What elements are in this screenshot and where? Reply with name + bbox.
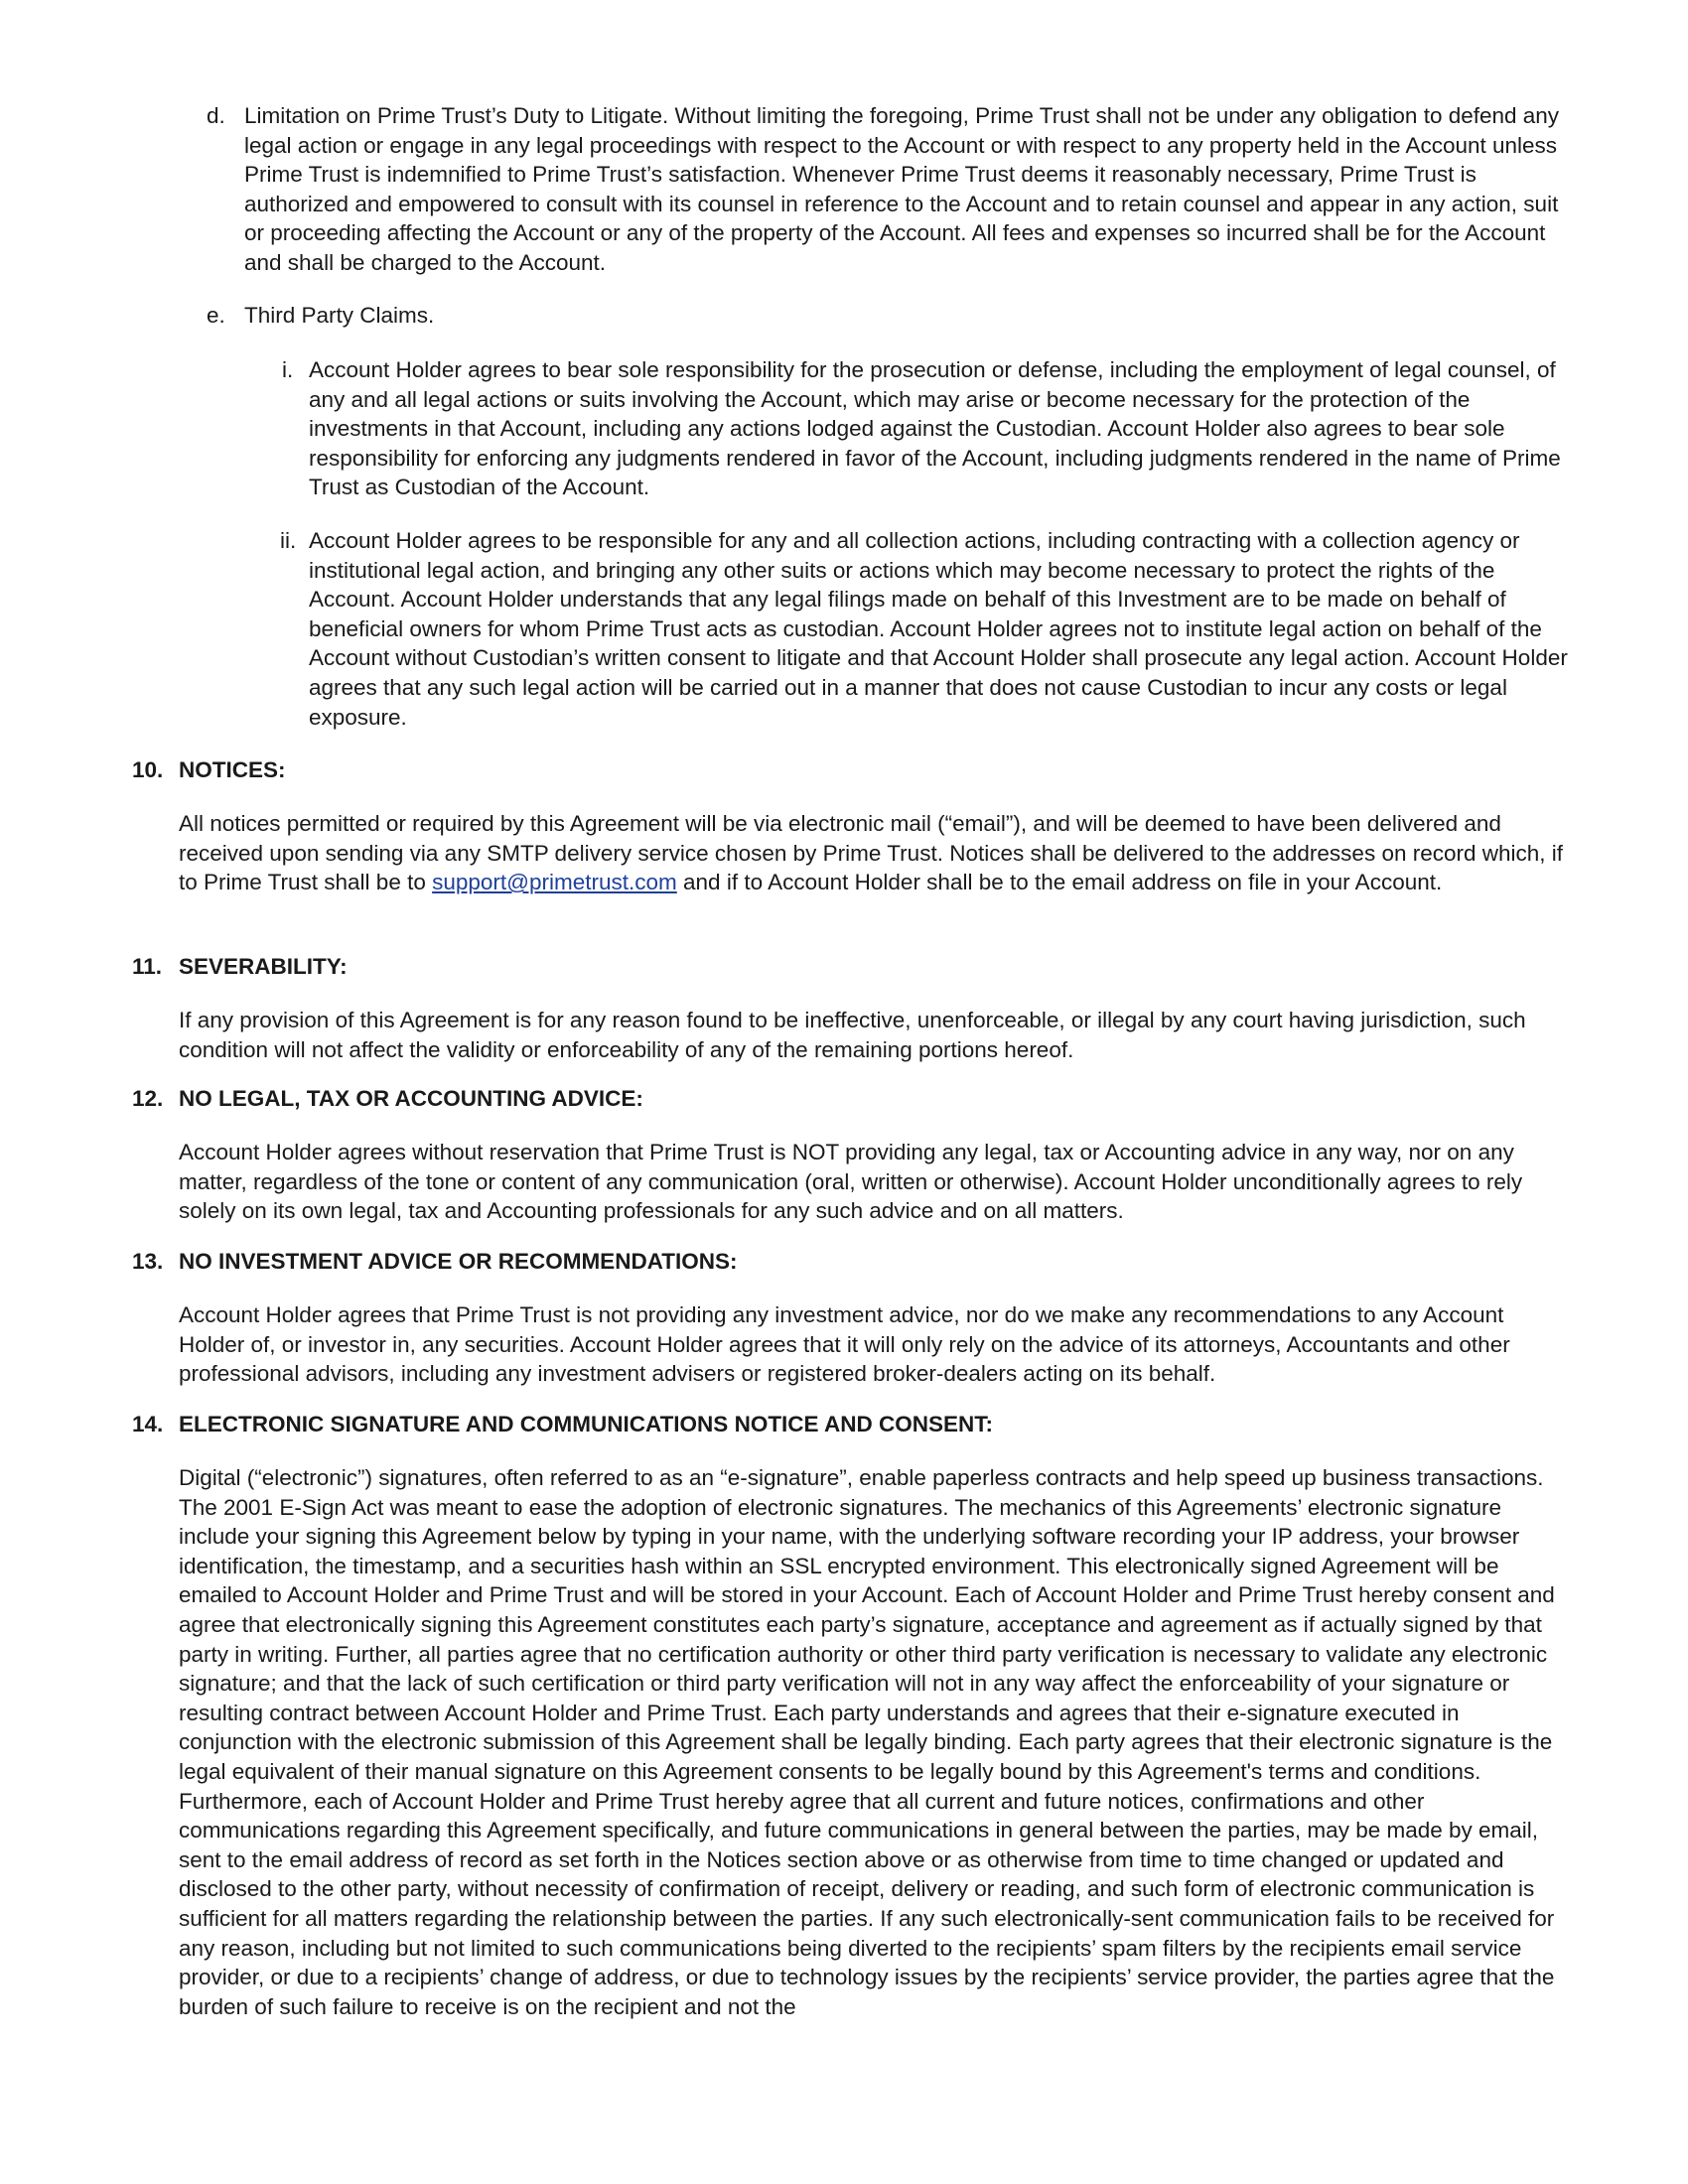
section-14-body bbox=[179, 1463, 1573, 2021]
section-12-body bbox=[179, 1138, 1573, 1226]
section-14-text: Digital (“electronic”) signatures, often referred to as an “e-signature”, enable paperless contracts and help speed up business transactions. The 2001 E-Sign Act was meant to ease the adoption of electronic signatures. The mechanics of this Agreements’ electronic signature include your signing this Agreement below by typing in your name, with the underlying software recording your IP address, your browser identification, the timestamp, and a securities hash within an SSL encrypted environment. This electronically signed Agreement will be emailed to Account Holder and Prime Trust and will be stored in your Account. Each of Account Holder and Prime Trust hereby consent and agree that electronically signing this Agreement constitutes each party’s signature, acceptance and agreement as if actually signed by that party in writing. Further, all parties agree that no certification authority or other third party verification is necessary to validate any electronic signature; and that the lack of such certification or third party verification will not in any way affect the enforceability of your signature or resulting contract between Account Holder and Prime Trust. Each party understands and agrees that their e-signature executed in conjunction with the electronic submission of this Agreement shall be legally binding. Each party agrees that their electronic signature is the legal equivalent of their manual signature on this Agreement consents to be legally bound by this Agreement's terms and conditions. Furthermore, each of Account Holder and Prime Trust hereby agree that all current and future notices, confirmations and other communications regarding this Agreement specifically, and future communications in general between the parties, may be made by email, sent to the email address of record as set forth in the Notices section above or as otherwise from time to time changed or updated and disclosed to the other party, without necessity of confirmation of receipt, delivery or reading, and such form of electronic communication is sufficient for all matters regarding the relationship between the parties. If any such electronically-sent communication fails to be received for any reason, including but not limited to such communications being diverted to the recipients’ spam filters by the recipients email service provider, or due to a recipients’ change of address, or due to technology issues by the recipients’ service provider, the parties agree that the burden of such failure to receive is on the recipient and not the bbox=[179, 1465, 1555, 2019]
section-11-text: If any provision of this Agreement is for any reason found to be ineffective, unenforceable, or illegal by any court having jurisdiction, such condition will not affect the validity or enforceability of any of the remaining portions hereof. bbox=[179, 1008, 1526, 1062]
section-10-heading: NOTICES: bbox=[179, 757, 286, 782]
item-d-text: Without limiting the foregoing, Prime Trust shall not be under any obligation to defend any legal action or engage in any legal proceedings with respect to the Account or with respect to any property held in the Account unless Prime Trust is indemnified to Prime Trust’s satisfaction. Whenever Prime Trust deems it reasonably necessary, Prime Trust is authorized and empowered to consult with its counsel in reference to the Account and to retain counsel and appear in any action, suit or proceeding affecting the Account or any of the property of the Account. All fees and expenses so incurred shall be for the Account and shall be charged to the Account. bbox=[244, 103, 1560, 275]
item-e-label: e. bbox=[207, 303, 225, 328]
section-12-number: 12. bbox=[132, 1086, 164, 1111]
section-12-text: Account Holder agrees without reservation that Prime Trust is NOT providing any legal, tax or Accounting advice in any way, nor on any matter, regardless of the tone or content of any communication (oral, written or otherwise). Account Holder unconditionally agrees to rely solely on its own legal, tax and Accounting professionals for any such advice and on all matters. bbox=[179, 1140, 1523, 1224]
section-11-body bbox=[179, 1006, 1573, 1064]
section-11-number: 11. bbox=[132, 954, 163, 979]
item-d-title: Limitation on Prime Trust’s Duty to Litigate. bbox=[244, 103, 669, 128]
section-10-body bbox=[179, 809, 1573, 897]
item-e-i-label: i. bbox=[282, 357, 294, 382]
item-d-label: d. bbox=[207, 103, 225, 128]
item-e-i-text: Account Holder agrees to bear sole responsibility for the prosecution or defense, including the employment of legal counsel, of any and all legal actions or suits involving the Account, which may arise or become necessary for the protection of the investments in that Account, including any actions lodged against the Custodian. Account Holder also agrees to bear sole responsibility for enforcing any judgments rendered in favor of the Account, including judgments rendered in the name of Prime Trust as Custodian of the Account. bbox=[309, 357, 1561, 500]
section-10-text-after: and if to Account Holder shall be to the email address on file in your Account. bbox=[676, 870, 1443, 895]
section-14-heading: ELECTRONIC SIGNATURE AND COMMUNICATIONS NOTICE AND CONSENT: bbox=[179, 1412, 993, 1436]
section-14-number: 14. bbox=[132, 1412, 164, 1436]
section-13-heading: NO INVESTMENT ADVICE OR RECOMMENDATIONS: bbox=[179, 1249, 738, 1274]
support-email-link[interactable]: support@primetrust.com bbox=[432, 870, 677, 895]
section-12-heading: NO LEGAL, TAX OR ACCOUNTING ADVICE: bbox=[179, 1086, 643, 1111]
section-13-text: Account Holder agrees that Prime Trust is not providing any investment advice, nor do we make any recommendations to any Account Holder of, or investor in, any securities. Account Holder agrees that it will only rely on the advice of its attorneys, Accountants and other professional advisors, including any investment advisers or registered broker-dealers acting on its behalf. bbox=[179, 1302, 1510, 1387]
section-11-heading: SEVERABILITY: bbox=[179, 954, 348, 979]
section-13-number: 13. bbox=[132, 1249, 164, 1274]
item-e-title bbox=[244, 301, 1575, 331]
item-e-i-paragraph bbox=[309, 355, 1574, 502]
item-e-ii-label: ii. bbox=[280, 528, 297, 553]
item-d-paragraph bbox=[244, 101, 1575, 278]
section-10-number: 10. bbox=[132, 757, 164, 782]
section-10-text-before: All notices permitted or required by this Agreement will be via electronic mail (“email”), and will be deemed to have been delivered and received upon sending via any SMTP delivery service chosen by Prime Trust. Notices shall be delivered to the addresses on record which, if to Prime Trust shall be to bbox=[179, 811, 1564, 895]
item-e-ii-paragraph bbox=[309, 526, 1574, 732]
section-13-body bbox=[179, 1300, 1573, 1389]
item-e-ii-text: Account Holder agrees to be responsible for any and all collection actions, including contracting with a collection agency or institutional legal action, and bringing any other suits or actions which may become necessary to protect the rights of the Account. Account Holder understands that any legal filings made on behalf of this Investment are to be made on behalf of beneficial owners for whom Prime Trust acts as custodian. Account Holder agrees not to institute legal action on behalf of the Account without Custodian’s written consent to litigate and that Account Holder shall prosecute any legal action. Account Holder agrees that any such legal action will be carried out in a manner that does not cause Custodian to incur any costs or legal exposure. bbox=[309, 528, 1568, 730]
item-e-title-text: Third Party Claims. bbox=[244, 303, 435, 328]
